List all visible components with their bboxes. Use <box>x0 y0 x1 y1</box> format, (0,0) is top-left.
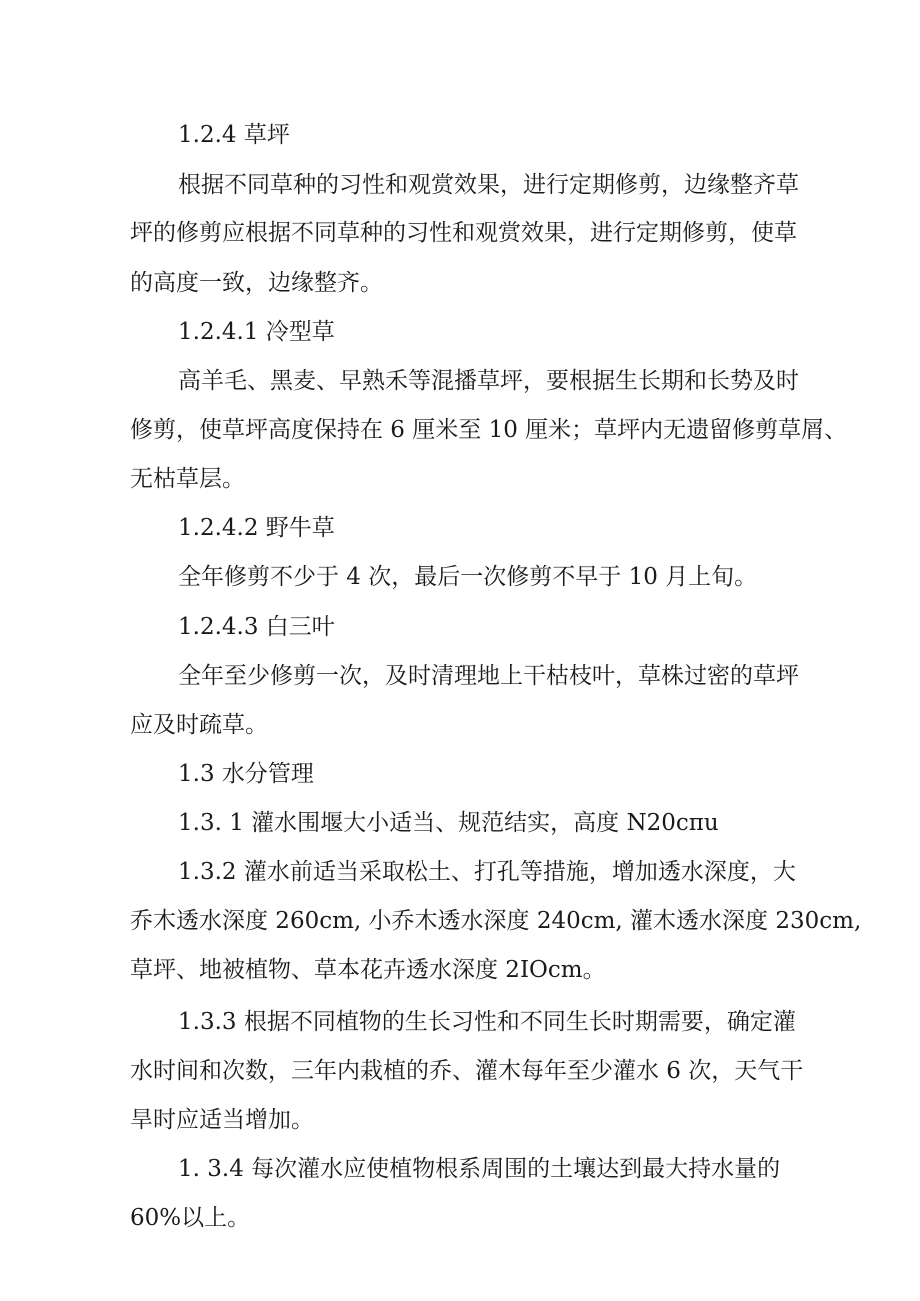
section-heading-1-3: 1.3 水分管理 <box>178 761 314 787</box>
paragraph-line: 全年至少修剪一次，及时清理地上干枯枝叶，草株过密的草坪 <box>178 663 799 689</box>
paragraph-line: 坪的修剪应根据不同草种的习性和观赏效果，进行定期修剪，使草 <box>130 220 797 246</box>
paragraph-line: 草坪、地被植物、草本花卉透水深度 2IOcm。 <box>130 957 606 983</box>
paragraph-line: 水时间和次数，三年内栽植的乔、灌木每年至少灌水 6 次，天气干 <box>130 1058 804 1084</box>
paragraph-line: 1. 3.4 每次灌水应使植物根系周围的土壤达到最大持水量的 <box>178 1156 781 1182</box>
paragraph-line: 的高度一致，边缘整齐。 <box>130 270 383 296</box>
paragraph-line: 无枯草层。 <box>130 466 245 492</box>
section-heading-1-2-4-3: 1.2.4.3 白三叶 <box>178 614 335 640</box>
paragraph-line: 旱时应适当增加。 <box>130 1107 314 1133</box>
section-heading-1-2-4-2: 1.2.4.2 野牛草 <box>178 515 335 541</box>
paragraph-line: 根据不同草种的习性和观赏效果，进行定期修剪，边缘整齐草 <box>178 172 799 198</box>
paragraph-line: 修剪，使草坪高度保持在 6 厘米至 10 厘米；草坪内无遗留修剪草屑、 <box>130 417 848 443</box>
paragraph-line: 应及时疏草。 <box>130 712 268 738</box>
paragraph-line: 1.3.2 灌水前适当采取松土、打孔等措施，增加透水深度，大 <box>178 859 796 885</box>
paragraph-line: 60%以上。 <box>130 1205 251 1231</box>
paragraph-line: 1.3. 1 灌水围堰大小适当、规范结实，高度 N20cπu <box>178 810 719 836</box>
paragraph-line: 高羊毛、黑麦、早熟禾等混播草坪，要根据生长期和长势及时 <box>178 368 799 394</box>
paragraph-line: 全年修剪不少于 4 次，最后一次修剪不早于 10 月上旬。 <box>178 564 758 590</box>
section-heading-1-2-4-1: 1.2.4.1 冷型草 <box>178 319 335 345</box>
section-heading-1-2-4: 1.2.4 草坪 <box>178 122 290 148</box>
paragraph-line: 乔木透水深度 260cm, 小乔木透水深度 240cm, 灌木透水深度 230cm, <box>130 908 862 934</box>
paragraph-line: 1.3.3 根据不同植物的生长习性和不同生长时期需要，确定灌 <box>178 1009 796 1035</box>
